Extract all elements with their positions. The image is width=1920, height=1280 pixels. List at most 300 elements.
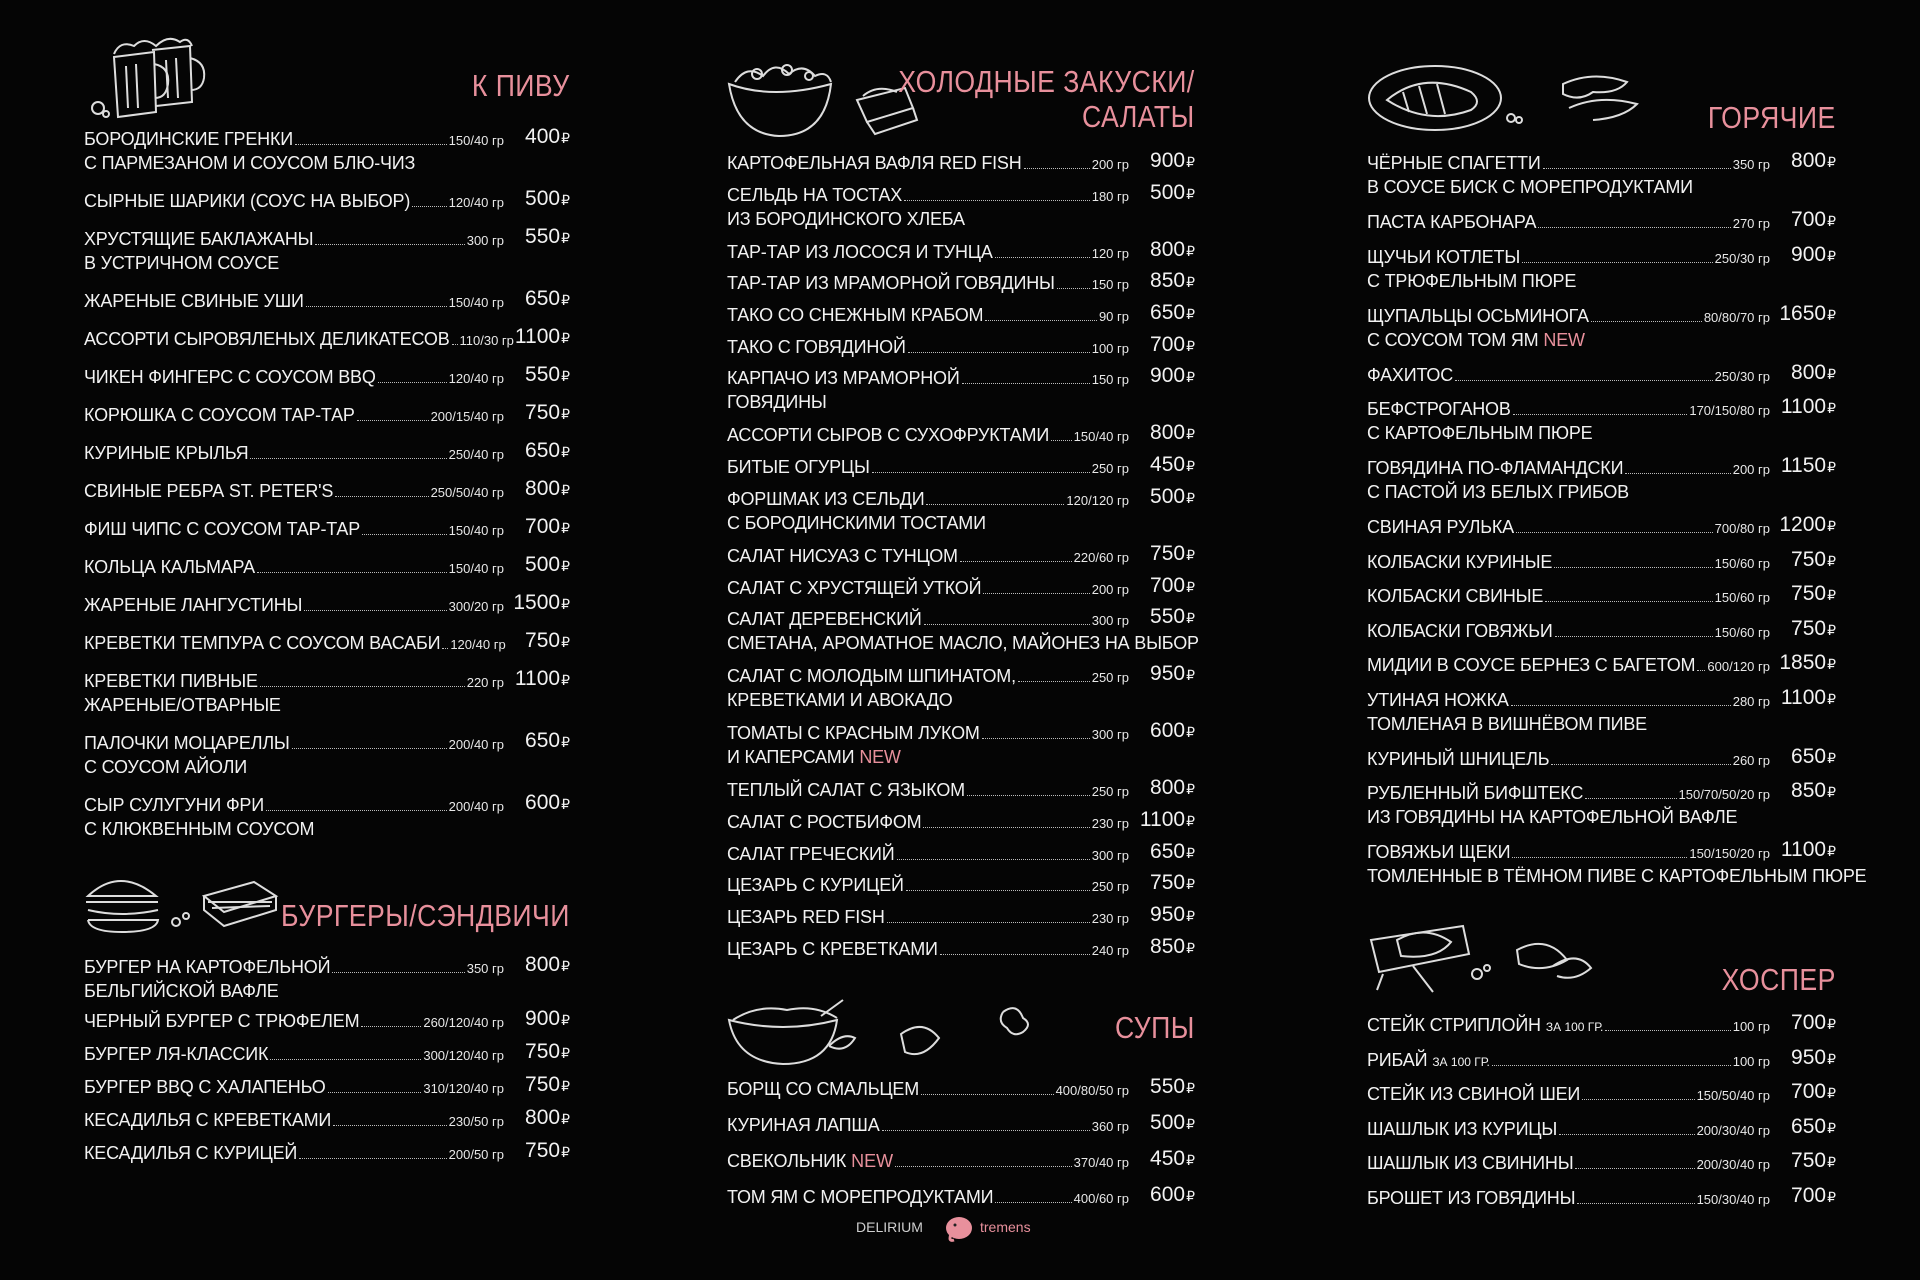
currency-icon: ₽ [1186,907,1195,924]
item-price [1779,302,1836,327]
price-value: 850 [1150,269,1186,293]
item-weight: 150/40 гр [448,561,504,576]
menu-list [1367,149,1867,900]
item-price [1150,935,1195,960]
item-name: КУРИНЫЕ КРЫЛЬЯ [84,443,249,463]
item-weight: 150/70/50/20 гр [1678,787,1770,802]
currency-icon: ₽ [561,672,570,688]
item-weight: 370/40 гр [1073,1155,1129,1170]
menu-item [1367,685,1836,748]
menu-item [727,149,1195,184]
menu-item [727,301,1195,336]
brand-right-text: tremens [980,1219,1031,1235]
item-description: БЕЛЬГИЙСКОЙ ВАФЛЕ [84,981,279,1001]
item-name: ЧИКЕН ФИНГЕРС С СОУСОМ BBQ [84,367,376,387]
item-description-text: С СОУСОМ ТОМ ЯМ [1367,329,1539,350]
item-weight: 200 гр [1091,157,1129,172]
currency-icon: ₽ [1186,667,1195,684]
price-value: 650 [525,439,561,462]
section-title: К ПИВУ [472,68,570,103]
item-name: ХРУСТЯЩИЕ БАКЛАЖАНЫ [84,229,314,249]
price-value: 450 [1150,1147,1186,1170]
item-name: ГОВЯДИНА ПО-ФЛАМАНДСКИ [1367,458,1624,478]
price-value: 1500 [513,591,561,614]
price-value: 600 [1150,1183,1186,1206]
item-description: ГОВЯДИНЫ [727,392,827,413]
price-value: 1100 [1780,838,1827,861]
menu-item-line [1367,654,1770,678]
price-value: 1100 [1780,685,1827,709]
price-value: 850 [1791,779,1827,802]
currency-icon: ₽ [1186,306,1195,323]
menu-item [1367,395,1836,457]
item-name: ТАКО СО СНЕЖНЫМ КРАБОМ [727,305,984,326]
item-weight: 300 гр [1091,727,1129,743]
currency-icon: ₽ [1827,621,1836,638]
item-price [1150,181,1195,206]
leader-dots [306,306,447,307]
item-name: ТЕПЛЫЙ САЛАТ С ЯЗЫКОМ [727,780,965,801]
menu-item [727,237,1195,273]
leader-dots [940,954,1090,955]
leader-dots [1559,1134,1694,1135]
item-description: С ТРЮФЕЛЬНЫМ ПЮРЕ [1367,270,1577,291]
leader-dots [897,859,1090,860]
leader-dots [967,795,1090,796]
menu-item-line [84,228,504,252]
menu-item [84,553,570,594]
item-price [525,439,570,464]
currency-icon: ₽ [1186,724,1195,741]
menu-item [1367,454,1836,516]
menu-item-line [84,632,504,656]
item-price [1150,840,1195,865]
currency-icon: ₽ [561,330,570,346]
currency-icon: ₽ [1186,274,1195,291]
menu-item-line [1367,457,1770,481]
leader-dots [983,593,1089,594]
section-header [727,996,1195,1078]
item-name: БУРГЕР НА КАРТОФЕЛЬНОЙ [84,957,331,977]
currency-icon: ₽ [1827,400,1836,416]
menu-item [727,332,1195,368]
item-price [1791,1046,1836,1071]
currency-icon: ₽ [561,796,570,812]
item-price [1781,454,1836,479]
leader-dots [266,810,447,811]
price-value: 600 [525,791,561,814]
price-value: 650 [525,729,561,752]
menu-item-line [1367,1014,1770,1039]
item-price [1150,542,1195,567]
item-name: БЕФСТРОГАНОВ [1367,399,1511,419]
item-name: СТЕЙК ИЗ СВИНОЙ ШЕИ [1367,1084,1581,1104]
price-value: 850 [1150,934,1186,958]
item-name: КУРИНЫЙ ШНИЦЕЛЬ [1367,748,1550,769]
menu-item-line [84,328,514,352]
currency-icon: ₽ [1186,458,1195,475]
price-value: 650 [1791,1114,1827,1138]
menu-item-line [727,456,1129,480]
item-weight: 250/30 гр [1714,368,1770,384]
item-weight: 200/40 гр [448,737,504,752]
price-value: 750 [1791,547,1827,571]
item-description: С КЛЮКВЕННЫМ СОУСОМ [84,819,315,839]
menu-item-line [727,1114,1129,1138]
item-description: С КАРТОФЕЛЬНЫМ ПЮРЕ [1367,423,1593,443]
section-cold [727,0,1199,969]
price-value: 700 [1791,1183,1827,1207]
menu-item [84,187,570,228]
menu-item [1367,1114,1836,1153]
price-value: 800 [1150,776,1186,800]
price-value: 450 [1150,453,1186,477]
currency-icon: ₽ [1827,690,1836,707]
item-weight: 200/40 гр [448,799,504,814]
menu-item [84,1106,570,1142]
menu-item [84,1139,570,1175]
leader-dots [250,458,446,459]
item-weight: 220 гр [466,675,504,690]
menu-item-line [84,794,504,818]
menu-item [84,325,570,366]
item-price [1791,1011,1836,1036]
item-name: ГОВЯЖЬИ ЩЕКИ [1367,842,1511,862]
leader-dots [1024,168,1090,169]
price-value: 800 [525,953,561,976]
menu-item-line [727,1150,1129,1174]
item-price [1150,485,1195,510]
item-price [1150,421,1195,446]
menu-item [1367,651,1836,689]
menu-item-line [84,190,504,214]
item-name: БУРГЕР ЛЯ-КЛАССИК [84,1044,269,1064]
leader-dots [260,686,465,687]
currency-icon: ₽ [561,368,570,384]
menu-item-line [1367,748,1770,772]
menu-item [84,477,570,518]
price-value: 900 [1791,242,1827,266]
item-price [1150,149,1195,174]
item-weight: 120/40 гр [450,637,506,652]
menu-item-line [727,779,1129,803]
new-badge: NEW [1543,329,1585,350]
leader-dots [895,1166,1072,1167]
currency-icon: ₽ [561,130,570,146]
item-price [1150,719,1195,744]
item-price [1150,1183,1195,1208]
menu-item [1367,149,1836,211]
item-weight: 150/150/20 гр [1689,846,1770,861]
item-name: БОРЩ СО СМАЛЬЦЕМ [727,1079,920,1099]
item-weight: 300 гр [1091,847,1129,863]
currency-icon: ₽ [1827,1050,1836,1067]
menu-item-line [1367,398,1770,422]
item-name: КАРТОФЕЛЬНАЯ ВАФЛЯ RED FISH [727,153,1022,173]
item-name: БРОШЕТ ИЗ ГОВЯДИНЫ [1367,1187,1576,1208]
currency-icon: ₽ [1827,784,1836,800]
leader-dots [1543,168,1731,169]
menu-item-line [1367,689,1770,713]
menu-item [1367,1011,1836,1049]
price-value: 800 [525,477,561,500]
price-value: 500 [1150,484,1186,508]
currency-icon: ₽ [561,596,570,612]
item-description: С ПАСТОЙ ИЗ БЕЛЫХ ГРИБОВ [1367,482,1629,502]
salad-bowl-icon [727,60,927,140]
leader-dots [299,1158,446,1159]
price-value: 700 [1150,332,1186,356]
column-middle [727,0,1199,1207]
section-burgers [84,866,570,1175]
currency-icon: ₽ [1827,656,1836,672]
new-badge: NEW [851,1151,894,1171]
leader-dots [1625,473,1730,474]
price-value: 650 [1791,744,1827,768]
item-price [1791,361,1836,386]
item-price [1791,617,1836,642]
item-weight: 250 гр [1091,879,1129,895]
price-value: 800 [525,1106,561,1129]
leader-dots [1545,601,1712,602]
item-name: СТЕЙК СТРИПЛОЙН [1367,1015,1541,1035]
item-description: С СОУСОМ АЙОЛИ [84,757,247,777]
leader-dots [442,648,448,649]
currency-icon: ₽ [561,1078,570,1094]
currency-icon: ₽ [1827,365,1836,382]
leader-dots [452,344,458,345]
item-name: КЕСАДИЛЬЯ С КРЕВЕТКАМИ [84,1110,332,1130]
leader-dots [304,610,446,611]
menu-item [1367,744,1836,783]
menu-item-line [84,670,504,694]
item-name: САЛАТ С ХРУСТЯЩЕЙ УТКОЙ [727,577,982,598]
item-description: КРЕВЕТКАМИ И АВОКАДО [727,690,953,711]
brand-left-text: DELIRIUM [856,1219,923,1235]
menu-item [1367,582,1836,620]
leader-dots [926,504,1064,505]
leader-dots [1591,321,1702,322]
menu-item [1367,838,1867,900]
currency-icon: ₽ [1827,843,1836,859]
leader-dots [315,244,464,245]
menu-item-line [727,152,1129,176]
item-name: ТОМАТЫ С КРАСНЫМ ЛУКОМ [727,723,980,744]
leader-dots [292,748,447,749]
price-value: 500 [525,187,561,210]
item-price [1791,1184,1836,1209]
item-name: БУРГЕР BBQ С ХАЛАПЕНЬО [84,1077,326,1097]
item-name: ЦЕЗАРЬ С КРЕВЕТКАМИ [727,938,938,959]
item-price [525,953,570,978]
currency-icon: ₽ [1827,459,1836,475]
menu-item [727,719,1195,779]
price-value: 700 [1791,1080,1827,1103]
item-weight: 200 гр [1091,581,1129,597]
item-weight: 150/40 гр [448,295,504,310]
menu-item [1367,208,1836,246]
menu-item-line [1367,305,1770,329]
menu-item-line [1367,211,1770,235]
menu-list [84,953,570,1175]
item-name: САЛАТ ДЕРЕВЕНСКИЙ [727,609,922,630]
menu-item [84,953,570,1010]
currency-icon: ₽ [1186,578,1195,595]
menu-item-line [1367,152,1770,176]
item-name: ЦЕЗАРЬ RED FISH [727,906,885,927]
item-name: ТОМ ЯМ С МОРЕПРОДУКТАМИ [727,1187,994,1207]
item-description [727,746,1129,769]
item-price [1140,808,1195,833]
item-name: ТАР-ТАР ИЗ ЛОСОСЯ И ТУНЦА [727,241,993,262]
item-weight: 300 гр [466,233,504,248]
item-price [1791,1149,1836,1174]
item-price [1150,574,1195,599]
menu-item-line [727,424,1129,448]
item-weight: 120/40 гр [448,195,504,210]
menu-item [727,1075,1195,1114]
item-name: СЕЛЬДЬ НА ТОСТАХ [727,184,903,205]
price-value: 950 [1791,1045,1827,1069]
leader-dots [1605,1030,1730,1031]
menu-list [727,1075,1195,1222]
item-weight: 120/120 гр [1066,492,1129,508]
item-price [1779,513,1836,538]
price-value: 1100 [514,325,561,348]
menu-item-line [84,442,504,466]
section-header [84,866,570,956]
menu-item-line [727,608,1129,632]
item-weight: 260/120/40 гр [423,1015,504,1030]
section-header [727,0,1195,152]
item-price [1781,838,1836,863]
currency-icon: ₽ [1186,185,1195,202]
item-name: САЛАТ НИСУАЗ С ТУНЦОМ [727,545,958,566]
price-value: 500 [525,553,561,576]
item-weight: 600/120 гр [1707,659,1770,674]
item-price [525,225,570,250]
menu-item [84,287,570,328]
item-name: ШАШЛЫК ИЗ СВИНИНЫ [1367,1153,1574,1173]
section-title: БУРГЕРЫ/СЭНДВИЧИ [281,898,570,933]
item-price [525,287,570,312]
menu-item-line [84,404,504,428]
menu-item [84,363,570,404]
item-weight: 80/80/70 гр [1703,309,1770,325]
leader-dots [333,1125,446,1126]
menu-item-line [84,556,504,580]
price-value: 750 [525,629,561,652]
item-name: КАРПАЧО ИЗ МРАМОРНОЙ [727,368,960,389]
leader-dots [1585,798,1676,799]
currency-icon: ₽ [561,444,570,460]
item-weight: 260 гр [1732,752,1770,768]
item-description: ЖАРЕНЫЕ/ОТВАРНЫЕ [84,695,281,715]
menu-item [1367,1080,1836,1118]
menu-item-line [84,1043,504,1067]
item-name: ШАШЛЫК ИЗ КУРИЦЫ [1367,1118,1558,1139]
leader-dots [257,572,447,573]
item-name: МИДИИ В СОУСЕ БЕРНЕЗ С БАГЕТОМ [1367,655,1696,675]
item-weight: 400/60 гр [1073,1191,1129,1206]
menu-item [84,515,570,556]
currency-icon: ₽ [1827,1016,1836,1032]
menu-item-line [1367,1187,1770,1211]
price-value: 650 [1150,839,1186,863]
item-name: САЛАТ С РОСТБИФОМ [727,811,922,832]
item-name: КОЛБАСКИ ГОВЯЖЬИ [1367,620,1553,641]
item-name: СЫРНЫЕ ШАРИКИ (СОУС НА ВЫБОР) [84,191,411,211]
leader-dots [1575,1168,1694,1169]
menu-list [84,125,570,856]
item-weight: 120 гр [1091,245,1129,261]
currency-icon: ₽ [1186,1080,1195,1096]
item-weight: 100 гр [1091,340,1129,356]
menu-item [1367,1183,1836,1222]
section-hot [1367,0,1867,900]
item-note: ЗА 100 ГР. [1432,1054,1490,1069]
menu-item [1367,1045,1836,1084]
item-name: САЛАТ ГРЕЧЕСКИЙ [727,843,895,864]
item-weight: 230 гр [1091,910,1129,926]
leader-dots [1516,532,1713,533]
menu-item [84,667,570,732]
currency-icon: ₽ [1186,876,1195,893]
menu-item-line [727,811,1129,835]
menu-item [727,453,1195,488]
item-name: КОЛБАСКИ СВИНЫЕ [1367,586,1544,606]
menu-item-line [1367,620,1770,644]
menu-item-line [727,184,1129,208]
price-value: 900 [525,1007,561,1030]
currency-icon: ₽ [1827,154,1836,170]
currency-icon: ₽ [1827,1188,1836,1205]
menu-item-line [1367,246,1770,270]
menu-item-line [84,480,504,504]
menu-item-line [727,722,1129,746]
section-title: ХОЛОДНЫЕ ЗАКУСКИ/ САЛАТЫ [898,64,1195,134]
menu-item-line [727,843,1129,867]
leader-dots [960,561,1072,562]
item-price [525,401,570,426]
leader-dots [1051,440,1072,441]
item-price [1779,651,1836,676]
item-name: ЦЕЗАРЬ С КУРИЦЕЙ [727,875,904,896]
menu-item-line [1367,585,1770,609]
item-price [1781,395,1836,420]
section-header [84,0,570,128]
item-description: С ПАРМЕЗАНОМ И СОУСОМ БЛЮ-ЧИЗ [84,153,416,173]
menu-item [84,125,570,190]
price-value: 900 [1150,364,1186,388]
item-price [525,1073,570,1098]
leader-dots [1551,764,1730,765]
currency-icon: ₽ [1186,1152,1195,1168]
item-price [525,1139,570,1164]
item-price [1150,776,1195,801]
item-note: ЗА 100 ГР. [1545,1020,1604,1034]
currency-icon: ₽ [561,734,570,750]
price-value: 550 [525,225,561,248]
leader-dots [995,1202,1071,1203]
currency-icon: ₽ [561,1111,570,1127]
price-value: 1100 [514,667,561,690]
item-weight: 350 гр [1732,157,1770,172]
price-value: 650 [1150,301,1186,325]
menu-item [727,541,1195,577]
menu-item-line [727,545,1129,569]
menu-item [1367,242,1836,305]
